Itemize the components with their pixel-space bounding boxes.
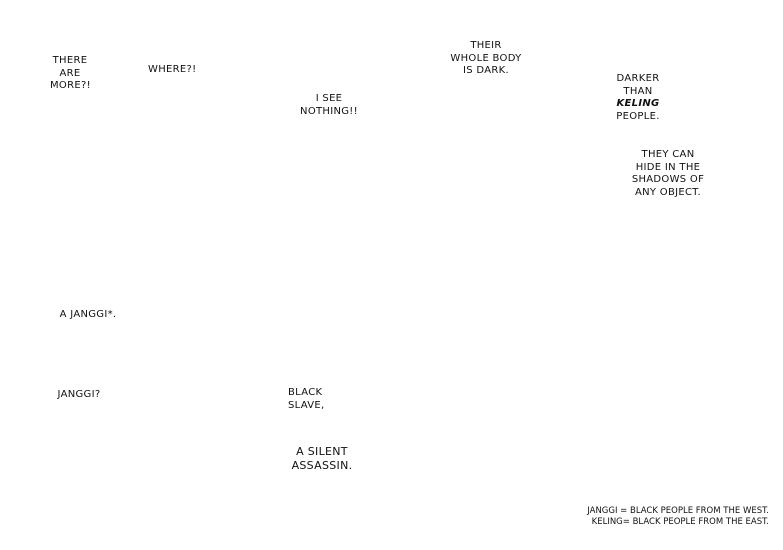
bubble-line: THEY CAN [641, 149, 695, 160]
bubble-line: SLAVE, [288, 399, 325, 411]
speech-bubble-there-are-more [50, 55, 90, 93]
bubble-line: WHOLE BODY [450, 52, 522, 64]
speech-bubble-i-see-nothing [298, 93, 360, 118]
speech-bubble-where [148, 64, 196, 77]
translator-footnote [587, 506, 769, 528]
bubble-line: ASSASSIN. [291, 459, 353, 472]
speech-bubble-whole-body-dark [448, 40, 524, 78]
bubble-line: I SEE [315, 93, 343, 104]
bubble-line: SHADOWS OF [631, 174, 705, 185]
speech-bubble-black-slave [288, 387, 326, 412]
bubble-line: WHERE?! [148, 64, 197, 75]
bubble-line: NOTHING!! [300, 105, 358, 117]
bubble-line: ARE [59, 67, 81, 79]
bubble-line: HIDE IN THE [635, 161, 701, 173]
bubble-line: JANGGI? [57, 389, 101, 400]
footnote-line: JANGGI = BLACK PEOPLE FROM THE WEST. [587, 506, 769, 516]
bubble-line: IS DARK. [463, 65, 509, 76]
bubble-line: BLACK [288, 387, 323, 398]
bubble-line: THERE [52, 55, 88, 66]
bubble-line: A SILENT [296, 445, 348, 458]
speech-bubble-darker-than-keling [612, 73, 664, 123]
footnote-line: KELING= BLACK PEOPLE FROM THE EAST. [591, 517, 769, 527]
speech-bubble-hide-in-shadows [630, 149, 706, 199]
bubble-line: THEIR [470, 40, 502, 51]
speech-bubble-a-janggi [56, 309, 120, 322]
bubble-line: ANY OBJECT. [635, 186, 701, 198]
speech-bubble-silent-assassin [290, 445, 354, 473]
bubble-line: A JANGGI*. [59, 309, 117, 320]
bubble-line: MORE?! [50, 80, 91, 91]
speech-bubble-janggi-question [56, 389, 102, 402]
bubble-line: THAN [623, 85, 653, 97]
bubble-line: DARKER [616, 73, 660, 84]
bubble-line-emphasis: KELING [616, 98, 660, 109]
bubble-line: PEOPLE. [616, 110, 660, 122]
